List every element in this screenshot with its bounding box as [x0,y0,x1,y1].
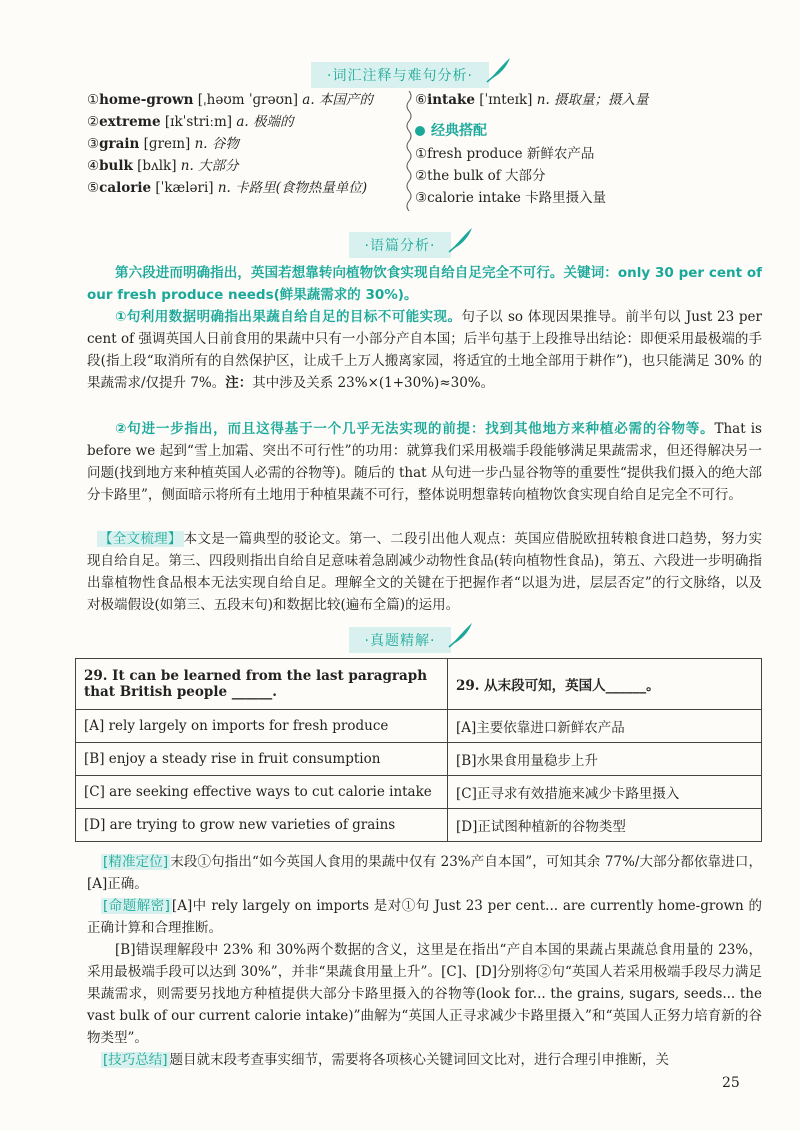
question-table [75,658,762,842]
option-en: [D] are trying to grow new varieties of grains [76,809,448,842]
collocation-item: ①fresh produce 新鲜农产品 [415,146,595,162]
option-en: [B] enjoy a steady rise in fruit consumption [76,743,448,776]
option-zh: [B]水果食用量稳步上升 [448,743,762,776]
option-row [76,743,762,776]
bullet-dot-icon [415,126,425,136]
vocab-item: ①home-grown [ˌhəʊm ˈɡrəʊn] a. 本国产的 [87,92,373,108]
exam-banner [0,627,800,653]
collocations-heading: 经典搭配 [415,119,735,143]
option-zh: [A]主要依靠进口新鲜农产品 [448,710,762,743]
vocab-item: ③grain [ɡreɪn] n. 谷物 [87,136,239,152]
explain-decode: [命题解密] [A]中 rely largely on imports 是对①句 Just 23 per cent... are currently home-grown 的正确计算和合理推断。 [87,898,762,936]
option-row [76,776,762,809]
vocab-banner-title: ·词汇注释与难句分析· [327,68,473,84]
vocab-item: ⑥intake [ˈɪnteɪk] n. 摄取量；摄入量 [415,92,649,108]
option-zh: [D]正试图种植新的谷物类型 [448,809,762,842]
option-en: [A] rely largely on imports for fresh produce [76,710,448,743]
option-en: [C] are seeking effective ways to cut calorie intake [76,776,448,809]
exam-banner-title: ·真题精解· [364,633,436,649]
analysis-paragraph-2: ①句利用数据明确指出果蔬自给自足的目标不可能实现。句子以 so 体现因果推导。前半句以 Just 23 per cent of 强调英国人日前食用的果蔬中只有一小部分产自本国；后半句基于上段推导出结论：即便采用最极端的手段(指上段“取消所有的自然保护区，让成千上万人搬离家园，将适宜的土地全部用于耕作”)，也只能满足 30% 的果蔬需求/仅提升 7%。注：其中涉及关系 23%×(1+30%)≈30%。 [87,309,763,391]
page-number: 25 [722,1075,740,1091]
question-stem-zh: 29. 从末段可知，英国人______。 [448,659,762,710]
collocation-item: ②the bulk of 大部分 [415,168,546,184]
explain-technique: [技巧总结] 题目就末段考查事实细节，需要将各项核心关键词回文比对，进行合理引申推断，关 [103,1052,670,1068]
wave-divider [405,91,413,211]
explain-distractors: [B]错误理解段中 23% 和 30%两个数据的含义，这里是在指出“产自本国的果蔬占果蔬总食用量的 23%，采用最极端手段可以达到 30%”，并非“果蔬食用量上升”。[C]、[D]分别将②句“英国人若采用极端手段尽力满足果蔬需求，则需要另找地方种植提供大部分卡路里摄入的谷物等(look for... the grains, sugars, seeds... the vast bulk of our current calorie intake)”曲解为“英国人正寻求减少卡路里摄入”和“英国人正努力培育新的谷物类型”。 [87,942,762,1046]
quill-icon [447,226,475,254]
vocab-banner [0,62,800,88]
quill-icon [485,56,513,84]
question-stem-row [76,659,762,710]
analysis-banner [0,232,800,258]
vocab-list-left [87,89,407,199]
option-row [76,809,762,842]
explain-locate: [精准定位] 末段①句指出“如今英国人食用的果蔬中仅有 23%产自本国”，可知其余 77%/大部分都依靠进口，[A]正确。 [87,854,762,892]
question-stem-en: 29. It can be learned from the last paragraph that British people ______. [76,659,448,710]
vocab-item: ④bulk [bʌlk] n. 大部分 [87,158,239,174]
collocation-item: ③calorie intake 卡路里摄入量 [415,190,607,206]
analysis-paragraph-4: 【全文梳理】 本文是一篇典型的驳论文。第一、二段引出他人观点：英国应借脱欧扭转粮食进口趋势，努力实现自给自足。第三、四段则指出自给自足意味着急剧减少动物性食品(转向植物性食品)，第五、六段进一步明确指出靠植物性食品根本无法实现自给自足。理解全文的关键在于把握作者“以退为进，层层否定”的行文脉络，以及对极端假设(如第三、五段末句)和数据比较(遍布全篇)的运用。 [87,531,763,613]
vocab-item: ⑤calorie [ˈkæləri] n. 卡路里(食物热量单位) [87,180,368,196]
analysis-paragraph-1: 第六段进而明确指出，英国若想靠转向植物饮食实现自给自足完全不可行。关键词：only 30 per cent of our fresh produce needs(鲜果蔬需求的 30%)。 [87,265,762,303]
option-row [76,710,762,743]
analysis-paragraph-3: ②句进一步指出，而且这得基于一个几乎无法实现的前提：找到其他地方来种植必需的谷物等。That is before we 起到“雪上加霜、突出不可行性”的功用：就算我们采用极端手段能够满足果蔬需求，但还得解决另一问题(找到地方来种植英国人必需的谷物等)。随后的 that 从句进一步凸显谷物等的重要性“提供我们摄入的绝大部分卡路里”，侧面暗示将所有土地用于种植果蔬不可行，整体说明想靠转向植物饮食实现自给自足完全不可行。 [87,421,762,503]
quill-icon [447,621,475,649]
option-zh: [C]正寻求有效措施来减少卡路里摄入 [448,776,762,809]
analysis-banner-title: ·语篇分析· [364,238,436,254]
vocab-item: ②extreme [ɪkˈstriːm] a. 极端的 [87,114,294,130]
vocab-list-right [415,89,735,209]
